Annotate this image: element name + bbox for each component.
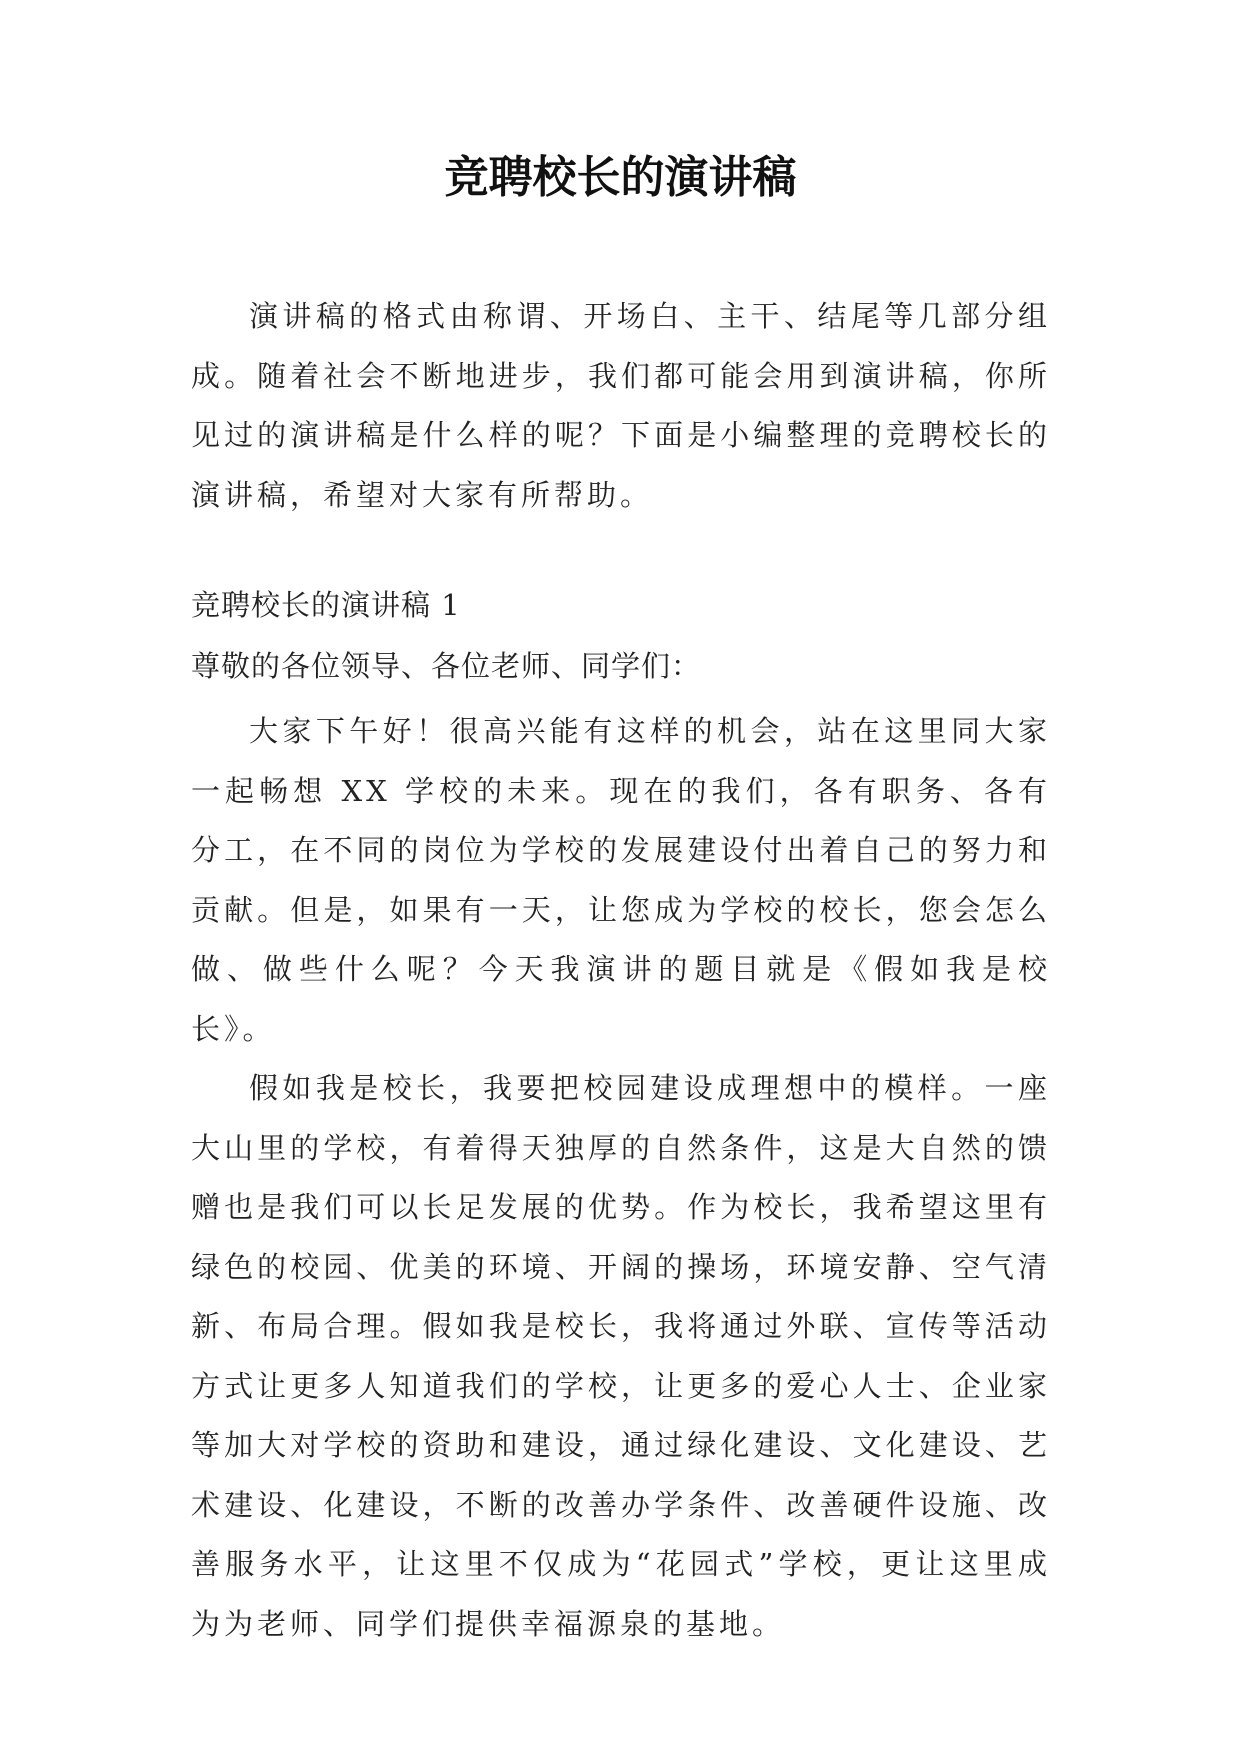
salutation: 尊敬的各位领导、各位老师、同学们： [191, 649, 702, 683]
speech-body [191, 702, 1051, 1654]
section-heading: 竞聘校长的演讲稿 1 [191, 588, 461, 622]
intro-section [191, 287, 1051, 525]
document-title: 竞聘校长的演讲稿 [444, 152, 797, 203]
speech-paragraph-1: 大家下午好！很高兴能有这样的机会，站在这里同大家一起畅想 XX 学校的未来。现在的我们，各有职务、各有分工，在不同的岗位为学校的发展建设付出着自己的努力和贡献。但是，如果有一天，让您成为学校的校长，您会怎么做、做些什么呢？今天我演讲的题目就是《假如我是校长》。 [191, 714, 1051, 1046]
intro-paragraph: 演讲稿的格式由称谓、开场白、主干、结尾等几部分组成。随着社会不断地进步，我们都可能会用到演讲稿，你所见过的演讲稿是什么样的呢？下面是小编整理的竞聘校长的演讲稿，希望对大家有所帮助。 [191, 299, 1051, 512]
speech-paragraph-2: 假如我是校长，我要把校园建设成理想中的模样。一座大山里的学校，有着得天独厚的自然条件，这是大自然的馈赠也是我们可以长足发展的优势。作为校长，我希望这里有绿色的校园、优美的环境、开阔的操场，环境安静、空气清新、布局合理。假如我是校长，我将通过外联、宣传等活动方式让更多人知道我们的学校，让更多的爱心人士、企业家等加大对学校的资助和建设，通过绿化建设、文化建设、艺术建设、化建设，不断的改善办学条件、改善硬件设施、改善服务水平，让这里不仅成为“花园式”学校，更让这里成为为老师、同学们提供幸福源泉的基地。 [191, 1071, 1051, 1641]
